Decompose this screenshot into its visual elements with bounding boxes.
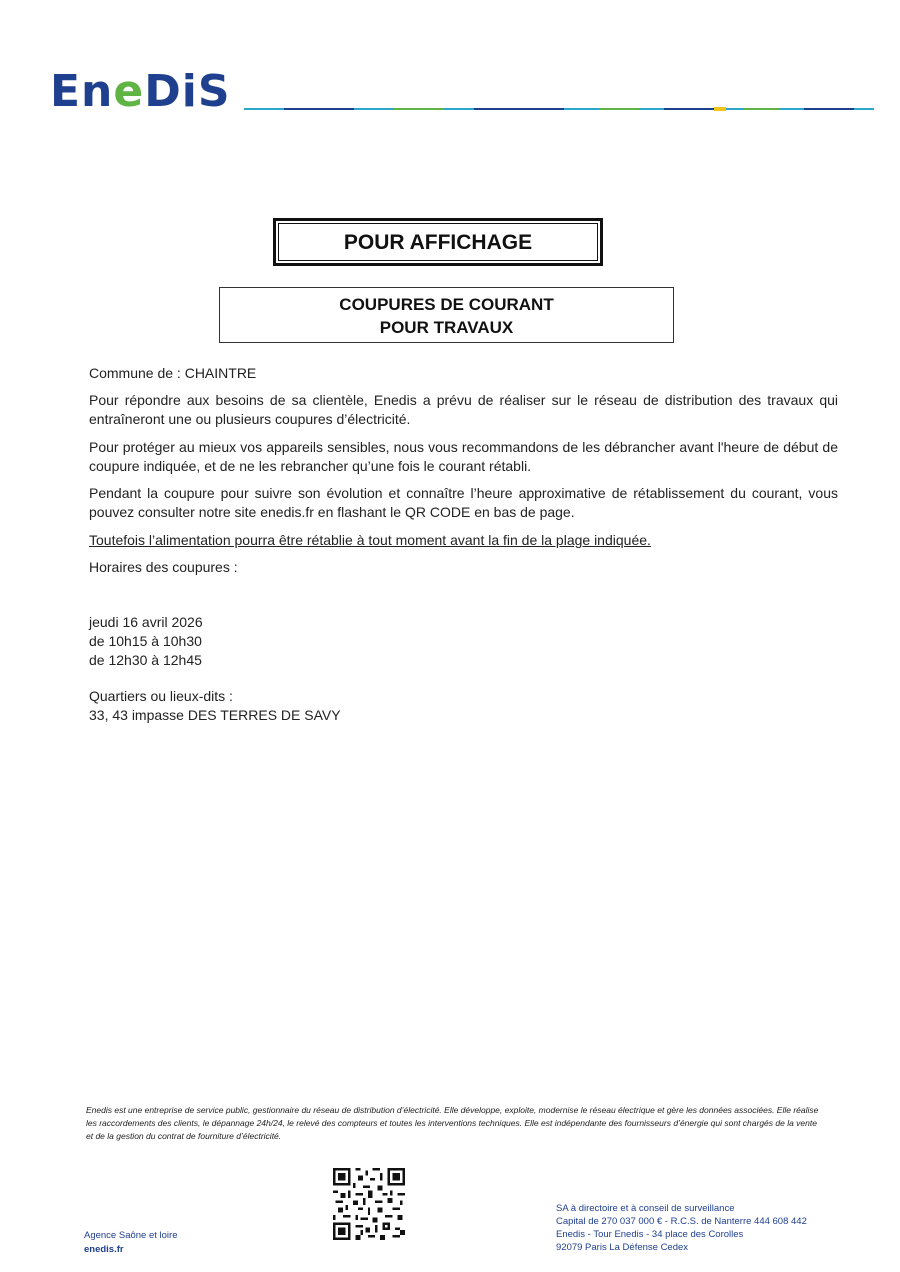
schedule-label: Horaires des coupures : xyxy=(89,559,238,575)
website-link[interactable]: enedis.fr xyxy=(84,1244,124,1255)
warning-note: Toutefois l’alimentation pourra être rétablie à tout moment avant la fin de la plage indiquée. xyxy=(89,532,651,548)
company-line-4: 92079 Paris La Défense Cedex xyxy=(556,1242,689,1253)
company-info xyxy=(556,1202,807,1254)
subtitle-line-1: COUPURES DE COURANT xyxy=(339,295,554,314)
company-line-1: SA à directoire et à conseil de surveillance xyxy=(556,1203,735,1214)
company-line-3: Enedis - Tour Enedis - 34 place des Corolles xyxy=(556,1229,744,1240)
subtitle-line-2: POUR TRAVAUX xyxy=(379,318,514,337)
company-line-2: Capital de 270 037 000 € - R.C.S. de Nanterre 444 608 442 xyxy=(556,1216,807,1227)
notice-subtitle-box xyxy=(219,287,674,343)
commune-line: Commune de : CHAINTRE xyxy=(89,365,257,381)
notice-title-box xyxy=(273,218,603,266)
paragraph-advice: Pour protéger au mieux vos appareils sensibles, nous vous recommandons de les débrancher avant l'heure de début de coupure indiquée, et de ne les rebrancher qu’une fois le courant rétabli. xyxy=(89,439,838,474)
agency-name: Agence Saône et loire xyxy=(84,1230,178,1241)
locations-value: 33, 43 impasse DES TERRES DE SAVY xyxy=(89,707,341,723)
enedis-logo: EneDiS xyxy=(50,66,231,117)
agency-block xyxy=(84,1229,177,1257)
legal-notice: Enedis est une entreprise de service public, gestionnaire du réseau de distribution d’électricité. Elle développe, exploite, modernise le réseau électrique et gère les données associées. Elle réalise les raccordements des clients, le dépannage 24h/24, le relevé des compteurs et toutes les interventions techniques. Elle est indépendante des fournisseurs d’énergie qui sont chargés de la vente et de la gestion du contrat de fourniture d’électricité. xyxy=(86,1105,819,1141)
qr-code[interactable] xyxy=(333,1168,405,1240)
locations-label: Quartiers ou lieux-dits : xyxy=(89,688,233,704)
outage-slot-2: de 12h30 à 12h45 xyxy=(89,652,202,668)
outage-date: jeudi 16 avril 2026 xyxy=(89,614,203,630)
paragraph-intro: Pour répondre aux besoins de sa clientèle, Enedis a prévu de réaliser sur le réseau de distribution des travaux qui entraîneront une ou plusieurs coupures d’électricité. xyxy=(89,392,838,427)
header-rule xyxy=(244,106,874,112)
outage-slot-1: de 10h15 à 10h30 xyxy=(89,633,202,649)
paragraph-tracking: Pendant la coupure pour suivre son évolution et connaître l’heure approximative de rétablissement du courant, vous pouvez consulter notre site enedis.fr en flashant le QR CODE en bas de page. xyxy=(89,485,838,520)
notice-title: POUR AFFICHAGE xyxy=(343,231,533,254)
